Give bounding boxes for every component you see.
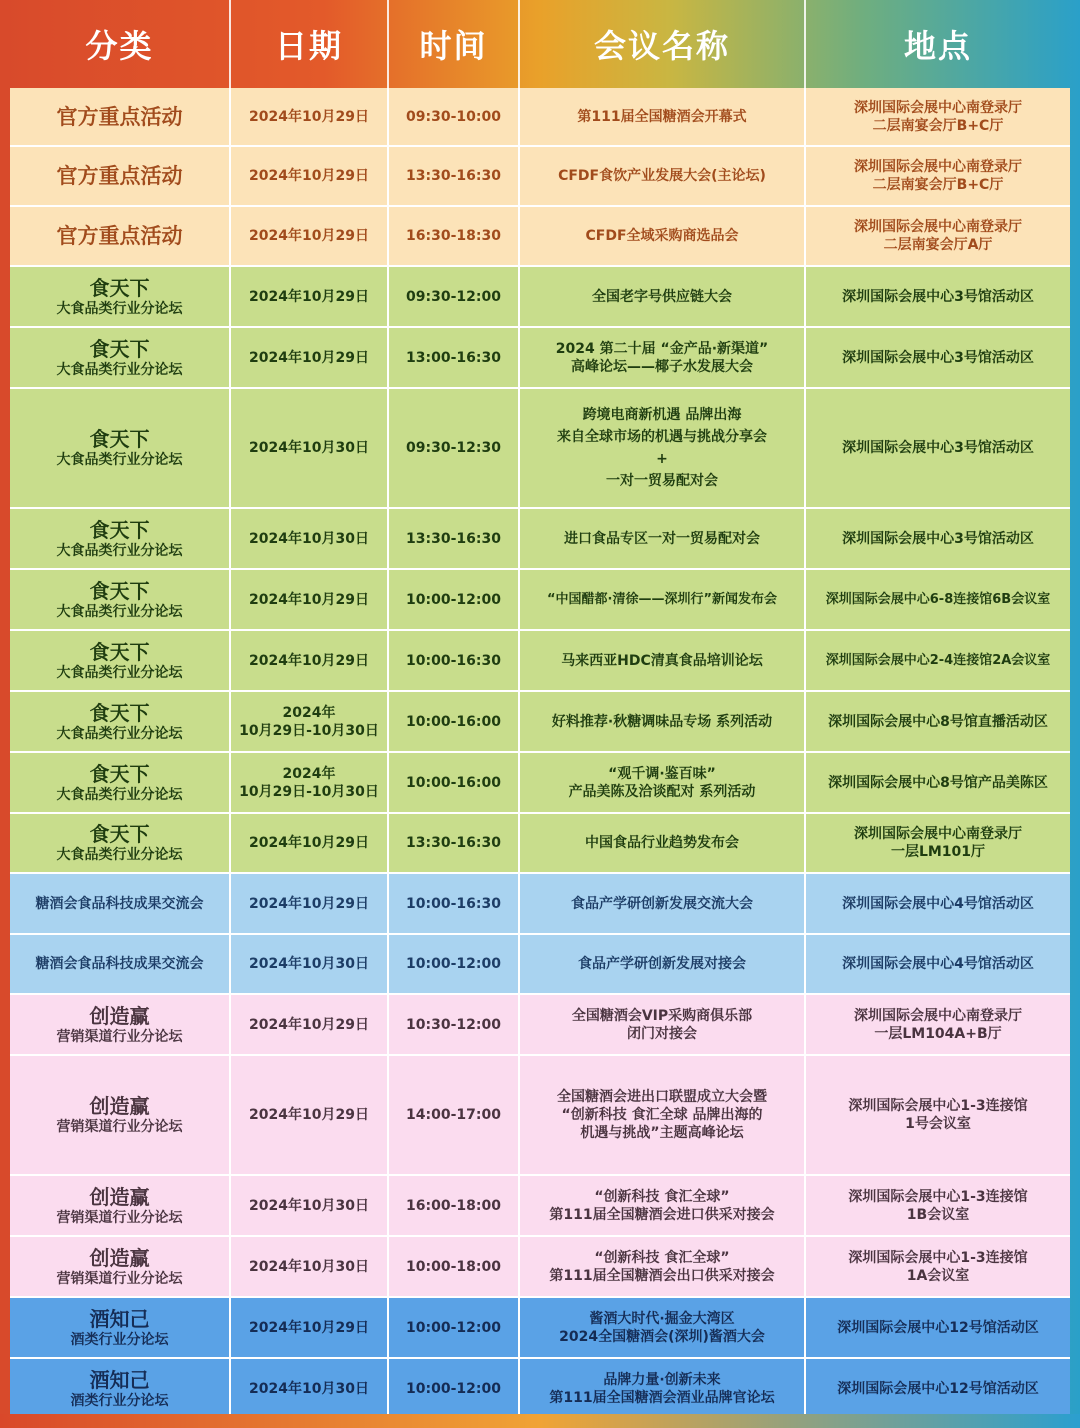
category-cell <box>10 1358 230 1420</box>
category-label: 官方重点活动 <box>56 224 183 248</box>
meeting-name-cell: 进口食品专区一对一贸易配对会 <box>519 508 805 569</box>
category-sublabel: 大食品类行业分论坛 <box>56 786 183 803</box>
category-sublabel: 大食品类行业分论坛 <box>56 361 183 378</box>
time-cell: 10:00-12:00 <box>388 1297 519 1358</box>
date-cell: 2024年10月30日 <box>230 388 388 508</box>
category-label: 食天下 <box>89 336 150 361</box>
meeting-name-cell: 酱酒大时代·掘金大湾区 2024全国糖酒会(深圳)酱酒大会 <box>519 1297 805 1358</box>
table-row <box>10 813 1070 873</box>
table-row <box>10 146 1070 206</box>
venue-cell: 深圳国际会展中心8号馆直播活动区 <box>805 691 1070 752</box>
venue-cell: 深圳国际会展中心3号馆活动区 <box>805 327 1070 388</box>
category-sublabel: 大食品类行业分论坛 <box>56 542 183 559</box>
table-row <box>10 630 1070 691</box>
category-cell <box>10 691 230 752</box>
venue-cell: 深圳国际会展中心1-3连接馆 1A会议室 <box>805 1236 1070 1297</box>
venue-cell: 深圳国际会展中心8号馆产品美陈区 <box>805 752 1070 813</box>
date-cell: 2024年10月30日 <box>230 1358 388 1420</box>
meeting-name-cell: 跨境电商新机遇 品牌出海 来自全球市场的机遇与挑战分享会 + 一对一贸易配对会 <box>519 388 805 508</box>
time-cell: 10:00-12:00 <box>388 569 519 630</box>
venue-cell: 深圳国际会展中心6-8连接馆6B会议室 <box>805 569 1070 630</box>
venue-cell: 深圳国际会展中心1-3连接馆 1B会议室 <box>805 1175 1070 1236</box>
date-cell: 2024年10月29日 <box>230 630 388 691</box>
meeting-name-cell: 马来西亚HDC清真食品培训论坛 <box>519 630 805 691</box>
time-cell: 13:30-16:30 <box>388 146 519 206</box>
date-cell: 2024年10月29日 <box>230 88 388 146</box>
category-cell <box>10 813 230 873</box>
table-row <box>10 1297 1070 1358</box>
table-row <box>10 569 1070 630</box>
meeting-name-cell: 中国食品行业趋势发布会 <box>519 813 805 873</box>
table-row <box>10 934 1070 994</box>
table-row <box>10 266 1070 327</box>
category-label: 食天下 <box>89 639 150 664</box>
category-cell <box>10 630 230 691</box>
time-cell: 09:30-12:00 <box>388 266 519 327</box>
date-cell: 2024年10月29日 <box>230 873 388 934</box>
meeting-name-cell: 全国糖酒会进出口联盟成立大会暨 “创新科技 食汇全球 品牌出海的 机遇与挑战”主题高峰论坛 <box>519 1055 805 1175</box>
meeting-name-cell: “创新科技 食汇全球” 第111届全国糖酒会进口供采对接会 <box>519 1175 805 1236</box>
table-row <box>10 327 1070 388</box>
table-row <box>10 994 1070 1055</box>
meeting-name-cell: “中国醋都·清徐——深圳行”新闻发布会 <box>519 569 805 630</box>
table-row <box>10 752 1070 813</box>
time-cell: 09:30-12:30 <box>388 388 519 508</box>
header-category: 分类 <box>10 0 230 88</box>
category-cell <box>10 266 230 327</box>
category-cell <box>10 388 230 508</box>
date-cell: 2024年10月30日 <box>230 934 388 994</box>
table-row <box>10 206 1070 266</box>
time-cell: 13:00-16:30 <box>388 327 519 388</box>
category-label: 食天下 <box>89 275 150 300</box>
category-label: 食天下 <box>89 822 150 846</box>
meeting-name-cell: 好料推荐·秋糖调味品专场 系列活动 <box>519 691 805 752</box>
meeting-name-cell: 全国糖酒会VIP采购商俱乐部 闭门对接会 <box>519 994 805 1055</box>
category-sublabel: 营销渠道行业分论坛 <box>56 1209 183 1226</box>
schedule-table <box>10 0 1070 1421</box>
time-cell: 09:30-10:00 <box>388 88 519 146</box>
category-sublabel: 营销渠道行业分论坛 <box>56 1270 183 1287</box>
category-sublabel: 大食品类行业分论坛 <box>56 603 183 620</box>
table-row <box>10 388 1070 508</box>
time-cell: 13:30-16:30 <box>388 813 519 873</box>
venue-cell: 深圳国际会展中心2-4连接馆2A会议室 <box>805 630 1070 691</box>
category-label: 官方重点活动 <box>56 164 183 188</box>
category-cell <box>10 1236 230 1297</box>
table-row <box>10 873 1070 934</box>
table-row <box>10 1358 1070 1420</box>
category-cell <box>10 1175 230 1236</box>
table-row <box>10 1175 1070 1236</box>
category-sublabel: 大食品类行业分论坛 <box>56 452 183 468</box>
header-row <box>10 0 1070 88</box>
category-sublabel: 营销渠道行业分论坛 <box>56 1028 183 1045</box>
date-cell: 2024年10月29日 <box>230 1055 388 1175</box>
category-sublabel: 大食品类行业分论坛 <box>56 300 183 317</box>
date-cell: 2024年10月30日 <box>230 508 388 569</box>
category-label: 创造赢 <box>89 1184 150 1209</box>
meeting-name-cell: 2024 第二十届 “金产品·新渠道” 高峰论坛——椰子水发展大会 <box>519 327 805 388</box>
venue-cell: 深圳国际会展中心南登录厅 二层南宴会厅B+C厅 <box>805 146 1070 206</box>
venue-cell: 深圳国际会展中心12号馆活动区 <box>805 1297 1070 1358</box>
category-label: 食天下 <box>89 578 150 603</box>
category-label: 食天下 <box>89 761 150 786</box>
venue-cell: 深圳国际会展中心南登录厅 二层南宴会厅A厅 <box>805 206 1070 266</box>
venue-cell: 深圳国际会展中心1-3连接馆 1号会议室 <box>805 1055 1070 1175</box>
time-cell: 16:00-18:00 <box>388 1175 519 1236</box>
venue-cell: 深圳国际会展中心南登录厅 二层南宴会厅B+C厅 <box>805 88 1070 146</box>
category-label: 食天下 <box>89 700 150 725</box>
date-cell: 2024年10月30日 <box>230 1236 388 1297</box>
venue-cell: 深圳国际会展中心3号馆活动区 <box>805 266 1070 327</box>
category-label: 糖酒会食品科技成果交流会 <box>35 956 204 972</box>
date-cell: 2024年10月29日 <box>230 1297 388 1358</box>
time-cell: 13:30-16:30 <box>388 508 519 569</box>
category-label: 创造赢 <box>89 1245 150 1270</box>
meeting-name-cell: 第111届全国糖酒会开幕式 <box>519 88 805 146</box>
category-sublabel: 营销渠道行业分论坛 <box>56 1119 183 1135</box>
date-cell: 2024年10月29日 <box>230 206 388 266</box>
date-cell: 2024年10月29日 <box>230 266 388 327</box>
time-cell: 10:30-12:00 <box>388 994 519 1055</box>
category-cell <box>10 569 230 630</box>
meeting-name-cell: 全国老字号供应链大会 <box>519 266 805 327</box>
date-cell: 2024年 10月29日-10月30日 <box>230 752 388 813</box>
meeting-name-cell: 食品产学研创新发展交流大会 <box>519 873 805 934</box>
category-cell <box>10 508 230 569</box>
time-cell: 10:00-18:00 <box>388 1236 519 1297</box>
table-row <box>10 691 1070 752</box>
category-label: 创造赢 <box>89 1003 150 1028</box>
time-cell: 10:00-12:00 <box>388 934 519 994</box>
table-row <box>10 88 1070 146</box>
category-sublabel: 酒类行业分论坛 <box>70 1331 169 1348</box>
category-label: 官方重点活动 <box>56 104 183 129</box>
category-sublabel: 大食品类行业分论坛 <box>56 847 183 863</box>
date-cell: 2024年 10月29日-10月30日 <box>230 691 388 752</box>
category-label: 食天下 <box>89 427 150 451</box>
category-cell <box>10 752 230 813</box>
date-cell: 2024年10月29日 <box>230 327 388 388</box>
category-cell <box>10 1055 230 1175</box>
meeting-name-cell: “创新科技 食汇全球” 第111届全国糖酒会出口供采对接会 <box>519 1236 805 1297</box>
header-meeting-name: 会议名称 <box>519 0 805 88</box>
date-cell: 2024年10月29日 <box>230 569 388 630</box>
category-cell <box>10 934 230 994</box>
category-label: 酒知己 <box>89 1368 150 1392</box>
time-cell: 10:00-16:00 <box>388 691 519 752</box>
date-cell: 2024年10月29日 <box>230 813 388 873</box>
meeting-name-cell: CFDF食饮产业发展大会(主论坛) <box>519 146 805 206</box>
category-label: 创造赢 <box>89 1094 150 1118</box>
category-label: 食天下 <box>89 517 150 542</box>
category-cell <box>10 994 230 1055</box>
category-sublabel: 大食品类行业分论坛 <box>56 664 183 681</box>
meeting-name-cell: 品牌力量·创新未来 第111届全国糖酒会酒业品牌官论坛 <box>519 1358 805 1420</box>
category-cell <box>10 1297 230 1358</box>
venue-cell: 深圳国际会展中心3号馆活动区 <box>805 388 1070 508</box>
meeting-name-cell: CFDF全域采购商选品会 <box>519 206 805 266</box>
category-cell <box>10 146 230 206</box>
category-cell <box>10 327 230 388</box>
venue-cell: 深圳国际会展中心南登录厅 一层LM101厅 <box>805 813 1070 873</box>
category-cell <box>10 88 230 146</box>
date-cell: 2024年10月29日 <box>230 994 388 1055</box>
category-label: 酒知己 <box>89 1306 150 1331</box>
date-cell: 2024年10月29日 <box>230 146 388 206</box>
time-cell: 10:00-16:30 <box>388 873 519 934</box>
venue-cell: 深圳国际会展中心南登录厅 一层LM104A+B厅 <box>805 994 1070 1055</box>
venue-cell: 深圳国际会展中心4号馆活动区 <box>805 934 1070 994</box>
venue-cell: 深圳国际会展中心4号馆活动区 <box>805 873 1070 934</box>
header-time: 时间 <box>388 0 519 88</box>
venue-cell: 深圳国际会展中心12号馆活动区 <box>805 1358 1070 1420</box>
table-row <box>10 508 1070 569</box>
time-cell: 10:00-12:00 <box>388 1358 519 1420</box>
date-cell: 2024年10月30日 <box>230 1175 388 1236</box>
venue-cell: 深圳国际会展中心3号馆活动区 <box>805 508 1070 569</box>
category-label: 糖酒会食品科技成果交流会 <box>35 895 204 912</box>
category-cell <box>10 873 230 934</box>
category-sublabel: 大食品类行业分论坛 <box>56 725 183 742</box>
category-cell <box>10 206 230 266</box>
table-row <box>10 1055 1070 1175</box>
meeting-name-cell: “观千调·鉴百味” 产品美陈及洽谈配对 系列活动 <box>519 752 805 813</box>
header-venue: 地点 <box>903 27 972 65</box>
time-cell: 14:00-17:00 <box>388 1055 519 1175</box>
time-cell: 10:00-16:00 <box>388 752 519 813</box>
table-row <box>10 1236 1070 1297</box>
time-cell: 10:00-16:30 <box>388 630 519 691</box>
header-date: 日期 <box>230 0 388 88</box>
category-sublabel: 酒类行业分论坛 <box>70 1393 169 1409</box>
time-cell: 16:30-18:30 <box>388 206 519 266</box>
meeting-name-cell: 食品产学研创新发展对接会 <box>519 934 805 994</box>
